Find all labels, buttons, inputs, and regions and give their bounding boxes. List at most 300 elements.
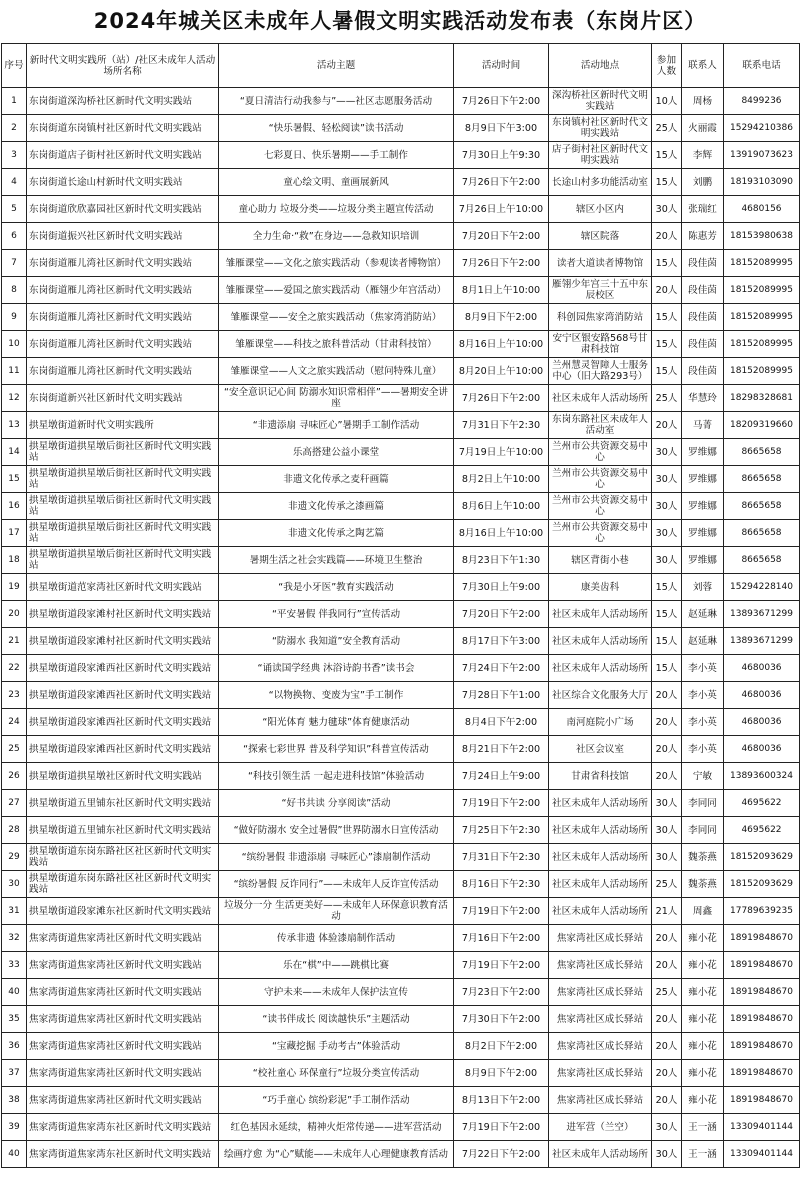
- cell-index: 23: [2, 682, 27, 709]
- cell-phone: 18209319660: [724, 412, 800, 439]
- table-row: [2, 385, 800, 412]
- cell-time: 7月20日下午2:00: [454, 601, 549, 628]
- cell-site: 拱星墩街道五里铺东社区新时代文明实践站: [27, 790, 219, 817]
- cell-theme: “平安暑假 伴我同行”宣传活动: [219, 601, 454, 628]
- cell-index: 37: [2, 1060, 27, 1087]
- cell-index: 13: [2, 412, 27, 439]
- cell-phone: 8665658: [724, 493, 800, 520]
- cell-site: 东岗街道雁儿湾社区新时代文明实践站: [27, 304, 219, 331]
- header-phone: 联系电话: [724, 44, 800, 88]
- cell-site: 东岗街道雁儿湾社区新时代文明实践站: [27, 250, 219, 277]
- cell-contact: 雍小花: [682, 925, 724, 952]
- cell-theme: 传承非遗 体验漆扇制作活动: [219, 925, 454, 952]
- cell-time: 8月23日下午1:30: [454, 547, 549, 574]
- cell-time: 7月26日下午2:00: [454, 88, 549, 115]
- cell-count: 15人: [652, 574, 682, 601]
- cell-time: 7月19日下午2:00: [454, 898, 549, 925]
- cell-index: 17: [2, 520, 27, 547]
- cell-index: 15: [2, 466, 27, 493]
- cell-count: 20人: [652, 1060, 682, 1087]
- cell-theme: “缤纷暑假 反诈同行”——未成年人反诈宣传活动: [219, 871, 454, 898]
- cell-count: 30人: [652, 439, 682, 466]
- cell-theme: 非遗文化传承之漆画篇: [219, 493, 454, 520]
- cell-index: 18: [2, 547, 27, 574]
- cell-contact: 李小英: [682, 709, 724, 736]
- cell-theme: “做好防溺水 安全过暑假”世界防溺水日宣传活动: [219, 817, 454, 844]
- cell-place: 辖区小区内: [549, 196, 652, 223]
- table-row: [2, 790, 800, 817]
- cell-theme: 垃圾分一分 生活更美好——未成年人环保意识教育活动: [219, 898, 454, 925]
- cell-theme: “诵读国学经典 沐浴诗韵书香”读书会: [219, 655, 454, 682]
- cell-count: 25人: [652, 871, 682, 898]
- cell-theme: “巧手童心 缤纷彩泥”手工制作活动: [219, 1087, 454, 1114]
- cell-theme: 童心助力 垃圾分类——垃圾分类主题宣传活动: [219, 196, 454, 223]
- cell-site: 东岗街道新兴社区新时代文明实践站: [27, 385, 219, 412]
- cell-place: 社区未成年人活动场所: [549, 844, 652, 871]
- cell-time: 7月20日下午2:00: [454, 223, 549, 250]
- header-place: 活动地点: [549, 44, 652, 88]
- cell-contact: 罗维娜: [682, 520, 724, 547]
- cell-place: 东岗东路社区未成年人活动室: [549, 412, 652, 439]
- cell-index: 5: [2, 196, 27, 223]
- cell-place: 焦家湾社区成长驿站: [549, 925, 652, 952]
- cell-theme: 全力生命·“救”在身边——急救知识培训: [219, 223, 454, 250]
- cell-time: 7月19日下午2:00: [454, 1114, 549, 1141]
- header-theme: 活动主题: [219, 44, 454, 88]
- cell-site: 拱星墩街道范家湾社区新时代文明实践站: [27, 574, 219, 601]
- cell-site: 焦家湾街道焦家湾社区新时代文明实践站: [27, 1060, 219, 1087]
- cell-phone: 4695622: [724, 790, 800, 817]
- cell-time: 8月16日上午10:00: [454, 520, 549, 547]
- cell-phone: 18298328681: [724, 385, 800, 412]
- cell-time: 8月1日上午10:00: [454, 277, 549, 304]
- cell-site: 拱星墩街道拱星墩后街社区新时代文明实践站: [27, 466, 219, 493]
- cell-count: 15人: [652, 304, 682, 331]
- cell-phone: 18919848670: [724, 925, 800, 952]
- cell-count: 30人: [652, 196, 682, 223]
- cell-count: 30人: [652, 1141, 682, 1168]
- cell-theme: “缤纷暑假 非遗添扇 寻味匠心”漆扇制作活动: [219, 844, 454, 871]
- cell-count: 15人: [652, 331, 682, 358]
- cell-contact: 罗维娜: [682, 493, 724, 520]
- cell-index: 33: [2, 952, 27, 979]
- cell-contact: 王一涵: [682, 1141, 724, 1168]
- document-title: 2024年城关区未成年人暑假文明实践活动发布表（东岗片区）: [93, 9, 707, 33]
- cell-count: 15人: [652, 601, 682, 628]
- cell-contact: 张瑞红: [682, 196, 724, 223]
- cell-index: 9: [2, 304, 27, 331]
- cell-theme: 童心绘文明、童画展新风: [219, 169, 454, 196]
- cell-count: 20人: [652, 709, 682, 736]
- cell-contact: 雍小花: [682, 1087, 724, 1114]
- cell-time: 7月24日上午9:00: [454, 763, 549, 790]
- cell-theme: 雏雁课堂——安全之旅实践活动（焦家湾消防站）: [219, 304, 454, 331]
- cell-time: 7月26日下午2:00: [454, 169, 549, 196]
- cell-index: 40: [2, 979, 27, 1006]
- cell-contact: 赵延琳: [682, 601, 724, 628]
- cell-phone: 4695622: [724, 817, 800, 844]
- cell-phone: 15294210386: [724, 115, 800, 142]
- cell-index: 26: [2, 763, 27, 790]
- cell-phone: 18152089995: [724, 358, 800, 385]
- cell-phone: 18152089995: [724, 277, 800, 304]
- cell-time: 8月4日下午2:00: [454, 709, 549, 736]
- cell-count: 20人: [652, 763, 682, 790]
- cell-index: 20: [2, 601, 27, 628]
- cell-site: 拱星墩街道拱星墩后街社区新时代文明实践站: [27, 493, 219, 520]
- cell-site: 拱星墩街道段家滩西社区新时代文明实践站: [27, 709, 219, 736]
- cell-count: 20人: [652, 736, 682, 763]
- cell-place: 焦家湾社区成长驿站: [549, 952, 652, 979]
- cell-time: 7月19日下午2:00: [454, 790, 549, 817]
- cell-phone: 4680036: [724, 736, 800, 763]
- cell-phone: 15294228140: [724, 574, 800, 601]
- cell-count: 25人: [652, 385, 682, 412]
- cell-phone: 18152093629: [724, 871, 800, 898]
- cell-site: 拱星墩街道东岗东路社区社区新时代文明实践站: [27, 844, 219, 871]
- cell-site: 拱星墩街道段家滩村社区新时代文明实践站: [27, 601, 219, 628]
- cell-index: 7: [2, 250, 27, 277]
- cell-contact: 雍小花: [682, 1060, 724, 1087]
- cell-theme: 非遗文化传承之麦秆画篇: [219, 466, 454, 493]
- cell-contact: 段佳茵: [682, 358, 724, 385]
- table-row: [2, 439, 800, 466]
- cell-count: 20人: [652, 1087, 682, 1114]
- cell-index: 29: [2, 844, 27, 871]
- table-row: [2, 547, 800, 574]
- cell-place: 进军营（兰空）: [549, 1114, 652, 1141]
- cell-count: 15人: [652, 358, 682, 385]
- table-row: [2, 817, 800, 844]
- cell-site: 拱星墩街道段家滩西社区新时代文明实践站: [27, 736, 219, 763]
- cell-contact: 华慧玲: [682, 385, 724, 412]
- cell-phone: 18153980638: [724, 223, 800, 250]
- cell-theme: “宝藏挖掘 手动考古”体验活动: [219, 1033, 454, 1060]
- cell-contact: 魏荼燕: [682, 844, 724, 871]
- cell-phone: 18919848670: [724, 1033, 800, 1060]
- cell-phone: 18919848670: [724, 1087, 800, 1114]
- cell-index: 24: [2, 709, 27, 736]
- cell-place: 店子街村社区新时代文明实践站: [549, 142, 652, 169]
- cell-theme: 乐在“棋”中——跳棋比赛: [219, 952, 454, 979]
- table-row: [2, 898, 800, 925]
- cell-theme: 非遗文化传承之陶艺篇: [219, 520, 454, 547]
- cell-count: 25人: [652, 979, 682, 1006]
- cell-time: 8月13日下午2:00: [454, 1087, 549, 1114]
- cell-place: 南河庭院小广场: [549, 709, 652, 736]
- cell-time: 8月2日上午10:00: [454, 466, 549, 493]
- cell-time: 7月16日下午2:00: [454, 925, 549, 952]
- cell-site: 焦家湾街道焦家湾社区新时代文明实践站: [27, 1033, 219, 1060]
- cell-phone: 13893671299: [724, 601, 800, 628]
- cell-time: 8月20日上午10:00: [454, 358, 549, 385]
- cell-count: 20人: [652, 682, 682, 709]
- cell-place: 读者大道读者博物馆: [549, 250, 652, 277]
- cell-place: 焦家湾社区成长驿站: [549, 1006, 652, 1033]
- cell-contact: 段佳茵: [682, 331, 724, 358]
- cell-site: 东岗街道深沟桥社区新时代文明实践站: [27, 88, 219, 115]
- cell-theme: 乐高搭建公益小课堂: [219, 439, 454, 466]
- table-row: [2, 979, 800, 1006]
- cell-site: 焦家湾街道焦家湾社区新时代文明实践站: [27, 952, 219, 979]
- cell-index: 28: [2, 817, 27, 844]
- cell-count: 15人: [652, 628, 682, 655]
- cell-time: 7月25日下午2:30: [454, 817, 549, 844]
- cell-site: 拱星墩街道段家滩西社区新时代文明实践站: [27, 682, 219, 709]
- cell-theme: “阳光体育 魅力毽球”体育健康活动: [219, 709, 454, 736]
- cell-time: 8月21日下午2:00: [454, 736, 549, 763]
- cell-contact: 雍小花: [682, 979, 724, 1006]
- cell-index: 16: [2, 493, 27, 520]
- cell-time: 7月24日下午2:00: [454, 655, 549, 682]
- cell-place: 社区未成年人活动场所: [549, 655, 652, 682]
- cell-contact: 雍小花: [682, 1006, 724, 1033]
- activity-table: [1, 43, 800, 1168]
- cell-index: 12: [2, 385, 27, 412]
- cell-place: 社区未成年人活动场所: [549, 385, 652, 412]
- cell-theme: “探索七彩世界 普及科学知识”科普宣传活动: [219, 736, 454, 763]
- cell-time: 7月23日下午2:00: [454, 979, 549, 1006]
- cell-time: 8月9日下午2:00: [454, 304, 549, 331]
- cell-site: 焦家湾街道焦家湾东社区新时代文明实践站: [27, 1141, 219, 1168]
- cell-phone: 4680036: [724, 655, 800, 682]
- cell-time: 7月30日上午9:00: [454, 574, 549, 601]
- cell-index: 6: [2, 223, 27, 250]
- table-row: [2, 682, 800, 709]
- cell-phone: 8665658: [724, 520, 800, 547]
- table-row: [2, 1060, 800, 1087]
- cell-site: 焦家湾街道焦家湾社区新时代文明实践站: [27, 925, 219, 952]
- cell-site: 拱星墩街道段家滩村社区新时代文明实践站: [27, 628, 219, 655]
- cell-contact: 马菁: [682, 412, 724, 439]
- cell-phone: 13893671299: [724, 628, 800, 655]
- cell-contact: 罗维娜: [682, 466, 724, 493]
- cell-place: 社区未成年人活动场所: [549, 898, 652, 925]
- cell-theme: 红色基因永延续，精神火炬常传递——进军营活动: [219, 1114, 454, 1141]
- header-time: 活动时间: [454, 44, 549, 88]
- cell-contact: 段佳茵: [682, 250, 724, 277]
- cell-index: 8: [2, 277, 27, 304]
- cell-contact: 罗维娜: [682, 439, 724, 466]
- table-row: [2, 844, 800, 871]
- cell-place: 安宁区银安路568号甘肃科技馆: [549, 331, 652, 358]
- cell-count: 10人: [652, 88, 682, 115]
- cell-theme: 雏雁课堂——科技之旅科普活动（甘肃科技馆）: [219, 331, 454, 358]
- cell-site: 东岗街道东岗镇村社区新时代文明实践站: [27, 115, 219, 142]
- cell-index: 14: [2, 439, 27, 466]
- table-row: [2, 1114, 800, 1141]
- cell-contact: 火丽霞: [682, 115, 724, 142]
- table-row: [2, 1087, 800, 1114]
- cell-count: 30人: [652, 520, 682, 547]
- cell-count: 21人: [652, 898, 682, 925]
- cell-time: 8月17日下午3:00: [454, 628, 549, 655]
- cell-theme: 雏雁课堂——爱国之旅实践活动（雁翎少年宫活动）: [219, 277, 454, 304]
- cell-count: 20人: [652, 952, 682, 979]
- cell-site: 东岗街道店子街村社区新时代文明实践站: [27, 142, 219, 169]
- cell-site: 拱星墩街道段家滩西社区新时代文明实践站: [27, 655, 219, 682]
- cell-place: 辖区背街小巷: [549, 547, 652, 574]
- cell-time: 7月31日下午2:30: [454, 412, 549, 439]
- cell-site: 拱星墩街道拱星墩社区新时代文明实践站: [27, 763, 219, 790]
- table-row: [2, 223, 800, 250]
- cell-index: 4: [2, 169, 27, 196]
- cell-count: 30人: [652, 1114, 682, 1141]
- cell-place: 康美齿科: [549, 574, 652, 601]
- cell-time: 7月28日下午1:00: [454, 682, 549, 709]
- cell-site: 东岗街道欣欣嘉园社区新时代文明实践站: [27, 196, 219, 223]
- cell-place: 焦家湾社区成长驿站: [549, 979, 652, 1006]
- cell-theme: “夏日清洁行动我参与”——社区志愿服务活动: [219, 88, 454, 115]
- cell-theme: “快乐暑假、轻松阅读”读书活动: [219, 115, 454, 142]
- cell-count: 20人: [652, 412, 682, 439]
- cell-index: 40: [2, 1141, 27, 1168]
- cell-time: 8月16日下午2:30: [454, 871, 549, 898]
- table-row: [2, 601, 800, 628]
- cell-index: 35: [2, 1006, 27, 1033]
- cell-theme: “以物换物、变废为宝”手工制作: [219, 682, 454, 709]
- table-row: [2, 655, 800, 682]
- cell-contact: 李同同: [682, 790, 724, 817]
- cell-contact: 雍小花: [682, 1033, 724, 1060]
- cell-time: 7月19日上午10:00: [454, 439, 549, 466]
- cell-time: 7月30日上午9:30: [454, 142, 549, 169]
- cell-site: 东岗街道雁儿湾社区新时代文明实践站: [27, 358, 219, 385]
- table-row: [2, 925, 800, 952]
- cell-index: 19: [2, 574, 27, 601]
- cell-count: 30人: [652, 493, 682, 520]
- cell-place: 长途山村多功能活动室: [549, 169, 652, 196]
- cell-index: 36: [2, 1033, 27, 1060]
- cell-index: 38: [2, 1087, 27, 1114]
- cell-contact: 段佳茵: [682, 277, 724, 304]
- cell-phone: 18152089995: [724, 250, 800, 277]
- cell-place: 社区综合文化服务大厅: [549, 682, 652, 709]
- cell-count: 15人: [652, 169, 682, 196]
- cell-index: 32: [2, 925, 27, 952]
- table-row: [2, 277, 800, 304]
- cell-contact: 李同同: [682, 817, 724, 844]
- cell-place: 社区未成年人活动场所: [549, 817, 652, 844]
- cell-count: 30人: [652, 466, 682, 493]
- cell-place: 社区未成年人活动场所: [549, 628, 652, 655]
- cell-index: 1: [2, 88, 27, 115]
- cell-time: 8月6日上午10:00: [454, 493, 549, 520]
- table-row: [2, 763, 800, 790]
- cell-phone: 18152089995: [724, 331, 800, 358]
- cell-theme: 守护未来——未成年人保护法宣传: [219, 979, 454, 1006]
- cell-index: 30: [2, 871, 27, 898]
- header-index: 序号: [2, 44, 27, 88]
- cell-place: 科创园焦家湾消防站: [549, 304, 652, 331]
- cell-contact: 李小英: [682, 682, 724, 709]
- cell-contact: 李小英: [682, 736, 724, 763]
- cell-contact: 魏荼燕: [682, 871, 724, 898]
- cell-count: 15人: [652, 655, 682, 682]
- table-row: [2, 115, 800, 142]
- cell-site: 焦家湾街道焦家湾社区新时代文明实践站: [27, 1087, 219, 1114]
- cell-phone: 18919848670: [724, 1060, 800, 1087]
- cell-site: 拱星墩街道东岗东路社区社区新时代文明实践站: [27, 871, 219, 898]
- cell-count: 20人: [652, 277, 682, 304]
- cell-count: 20人: [652, 223, 682, 250]
- cell-theme: “科技引领生活 一起走进科技馆”体验活动: [219, 763, 454, 790]
- cell-time: 8月9日下午2:00: [454, 1060, 549, 1087]
- table-row: [2, 1033, 800, 1060]
- table-row: [2, 493, 800, 520]
- cell-index: 3: [2, 142, 27, 169]
- cell-site: 拱星墩街道新时代文明实践所: [27, 412, 219, 439]
- cell-phone: 13919073623: [724, 142, 800, 169]
- cell-count: 30人: [652, 844, 682, 871]
- cell-count: 20人: [652, 1006, 682, 1033]
- cell-phone: 18152093629: [724, 844, 800, 871]
- cell-place: 东岗镇村社区新时代文明实践站: [549, 115, 652, 142]
- cell-theme: “非遗添扇 寻味匠心”暑期手工制作活动: [219, 412, 454, 439]
- cell-place: 兰州市公共资源交易中心: [549, 466, 652, 493]
- cell-index: 25: [2, 736, 27, 763]
- cell-site: 东岗街道长途山村新时代文明实践站: [27, 169, 219, 196]
- cell-place: 兰州市公共资源交易中心: [549, 520, 652, 547]
- cell-index: 31: [2, 898, 27, 925]
- cell-theme: 绘画疗愈 为“心”赋能——未成年人心理健康教育活动: [219, 1141, 454, 1168]
- cell-place: 焦家湾社区成长驿站: [549, 1087, 652, 1114]
- cell-site: 拱星墩街道段家滩东社区新时代文明实践站: [27, 898, 219, 925]
- cell-theme: 暑期生活之社会实践篇——环境卫生整治: [219, 547, 454, 574]
- cell-site: 东岗街道雁儿湾社区新时代文明实践站: [27, 331, 219, 358]
- cell-theme: 雏雁课堂——文化之旅实践活动（参观读者博物馆）: [219, 250, 454, 277]
- cell-phone: 8665658: [724, 439, 800, 466]
- cell-count: 30人: [652, 547, 682, 574]
- cell-place: 焦家湾社区成长驿站: [549, 1033, 652, 1060]
- cell-site: 拱星墩街道拱星墩后街社区新时代文明实践站: [27, 439, 219, 466]
- cell-theme: “好书共读 分享阅读”活动: [219, 790, 454, 817]
- table-row: [2, 412, 800, 439]
- cell-place: 雁翎少年宫三十五中东辰校区: [549, 277, 652, 304]
- header-count: 参加人数: [652, 44, 682, 88]
- cell-theme: “安全意识记心间 防溺水知识常相伴”——暑期安全讲座: [219, 385, 454, 412]
- cell-time: 7月19日下午2:00: [454, 952, 549, 979]
- table-row: [2, 331, 800, 358]
- table-row: [2, 304, 800, 331]
- cell-place: 深沟桥社区新时代文明实践站: [549, 88, 652, 115]
- cell-place: 社区会议室: [549, 736, 652, 763]
- cell-contact: 刘鹏: [682, 169, 724, 196]
- cell-index: 21: [2, 628, 27, 655]
- table-row: [2, 466, 800, 493]
- cell-phone: 18919848670: [724, 1006, 800, 1033]
- cell-time: 8月2日下午2:00: [454, 1033, 549, 1060]
- cell-phone: 4680036: [724, 682, 800, 709]
- cell-theme: “防溺水 我知道”安全教育活动: [219, 628, 454, 655]
- cell-site: 焦家湾街道焦家湾社区新时代文明实践站: [27, 1006, 219, 1033]
- cell-phone: 4680156: [724, 196, 800, 223]
- cell-phone: 18152089995: [724, 304, 800, 331]
- cell-site: 焦家湾街道焦家湾东社区新时代文明实践站: [27, 1114, 219, 1141]
- cell-contact: 罗维娜: [682, 547, 724, 574]
- cell-site: 东岗街道振兴社区新时代文明实践站: [27, 223, 219, 250]
- cell-count: 15人: [652, 250, 682, 277]
- header-contact: 联系人: [682, 44, 724, 88]
- cell-count: 15人: [652, 142, 682, 169]
- cell-theme: “我是小牙医”教育实践活动: [219, 574, 454, 601]
- cell-site: 东岗街道雁儿湾社区新时代文明实践站: [27, 277, 219, 304]
- table-header-row: [2, 44, 800, 88]
- cell-theme: “读书伴成长 阅读越快乐”主题活动: [219, 1006, 454, 1033]
- cell-count: 20人: [652, 925, 682, 952]
- cell-index: 27: [2, 790, 27, 817]
- cell-theme: 七彩夏日、快乐暑期——手工制作: [219, 142, 454, 169]
